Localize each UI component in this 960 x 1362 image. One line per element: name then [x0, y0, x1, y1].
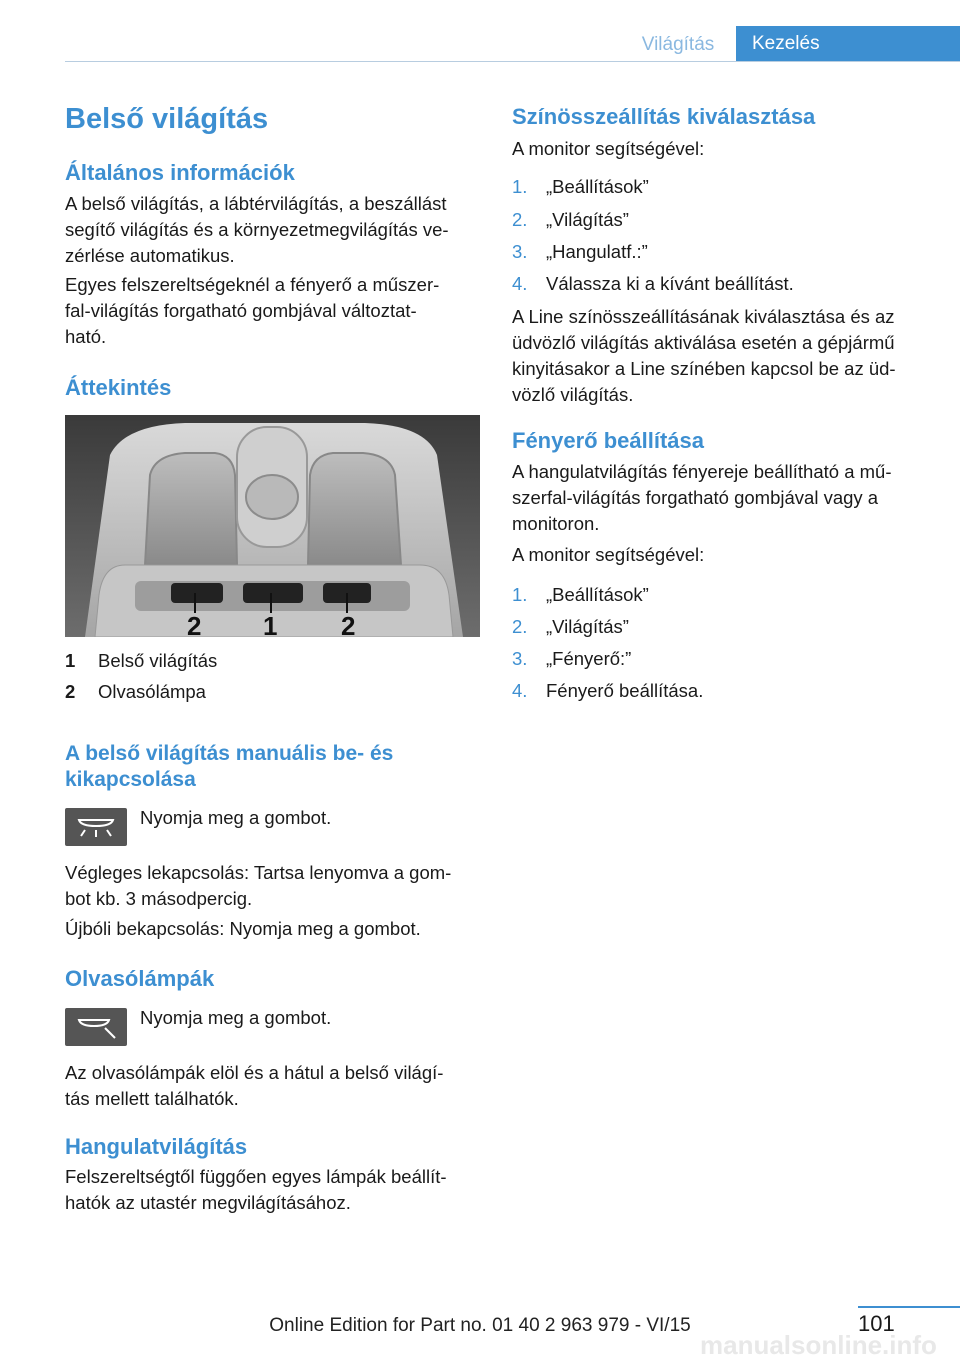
section-title-general: Általános információk	[65, 160, 295, 185]
page-title: Belső világítás	[65, 103, 269, 135]
interior-light-button-icon	[65, 808, 127, 846]
instruction-text: Nyomja meg a gombot.	[140, 807, 332, 828]
paragraph: A monitor segítségével:	[512, 138, 705, 159]
edition-footer: Online Edition for Part no. 01 40 2 963 979 - VI/15	[269, 1315, 691, 1336]
section-title-manual: A belső világítás manuális be- és kikapcsolása	[65, 742, 394, 791]
section-title-reading: Olvasólámpák	[65, 966, 215, 991]
paragraph: Felszereltségtől függően egyes lámpák beállít- hatók az utastér megvilágításához.	[65, 1166, 447, 1213]
paragraph: Végleges lekapcsolás: Tartsa lenyomva a gom- bot kb. 3 másodpercig.	[65, 862, 452, 909]
instruction-text: Nyomja meg a gombot.	[140, 1007, 332, 1028]
header-divider	[65, 61, 960, 62]
section-title-brightness: Fényerő beállítása	[512, 428, 704, 453]
ceiling-console-illustration	[65, 415, 480, 637]
page-number-rule	[858, 1306, 960, 1308]
section-title-overview: Áttekintés	[65, 375, 172, 400]
section-title-mood: Hangulatvilágítás	[65, 1134, 248, 1159]
paragraph: A Line színösszeállításának kiválasztása és az üdvözlő világítás aktiválása esetén a gépjármű kinyitásakor a Line színében kapcsol be az üd- vözlő világítás.	[512, 306, 896, 405]
photo-label: 2	[187, 611, 202, 637]
paragraph: Az olvasólámpák elöl és a hátul a belső világí- tás mellett találhatók.	[65, 1062, 444, 1109]
header-section-label: Világítás	[641, 34, 715, 55]
photo-label: 2	[341, 611, 356, 637]
page-number: 101	[858, 1311, 895, 1336]
paragraph: A hangulatvilágítás fényereje beállítható a mű- szerfal-világítás forgatható gombjával vagy a monitoron.	[512, 461, 892, 534]
photo-label: 1	[263, 611, 278, 637]
section-title-color: Színösszeállítás kiválasztása	[512, 104, 816, 129]
paragraph: A belső világítás, a lábtérvilágítás, a beszállást segítő világítás és a környezetmegvilágítás ve- zérlése automatikus.	[65, 193, 449, 266]
reading-light-button-icon	[65, 1008, 127, 1046]
watermark: manualsonline.info	[700, 1330, 937, 1360]
paragraph: Egyes felszereltségeknél a fényerő a műszer- fal-világítás forgatható gombjával változtat- ható.	[65, 274, 440, 347]
ceiling-console-photo	[65, 415, 480, 637]
header-chapter-tab: Kezelés	[736, 26, 960, 62]
paragraph: Újbóli bekapcsolás: Nyomja meg a gombot.	[65, 918, 421, 939]
paragraph: A monitor segítségével:	[512, 544, 705, 565]
